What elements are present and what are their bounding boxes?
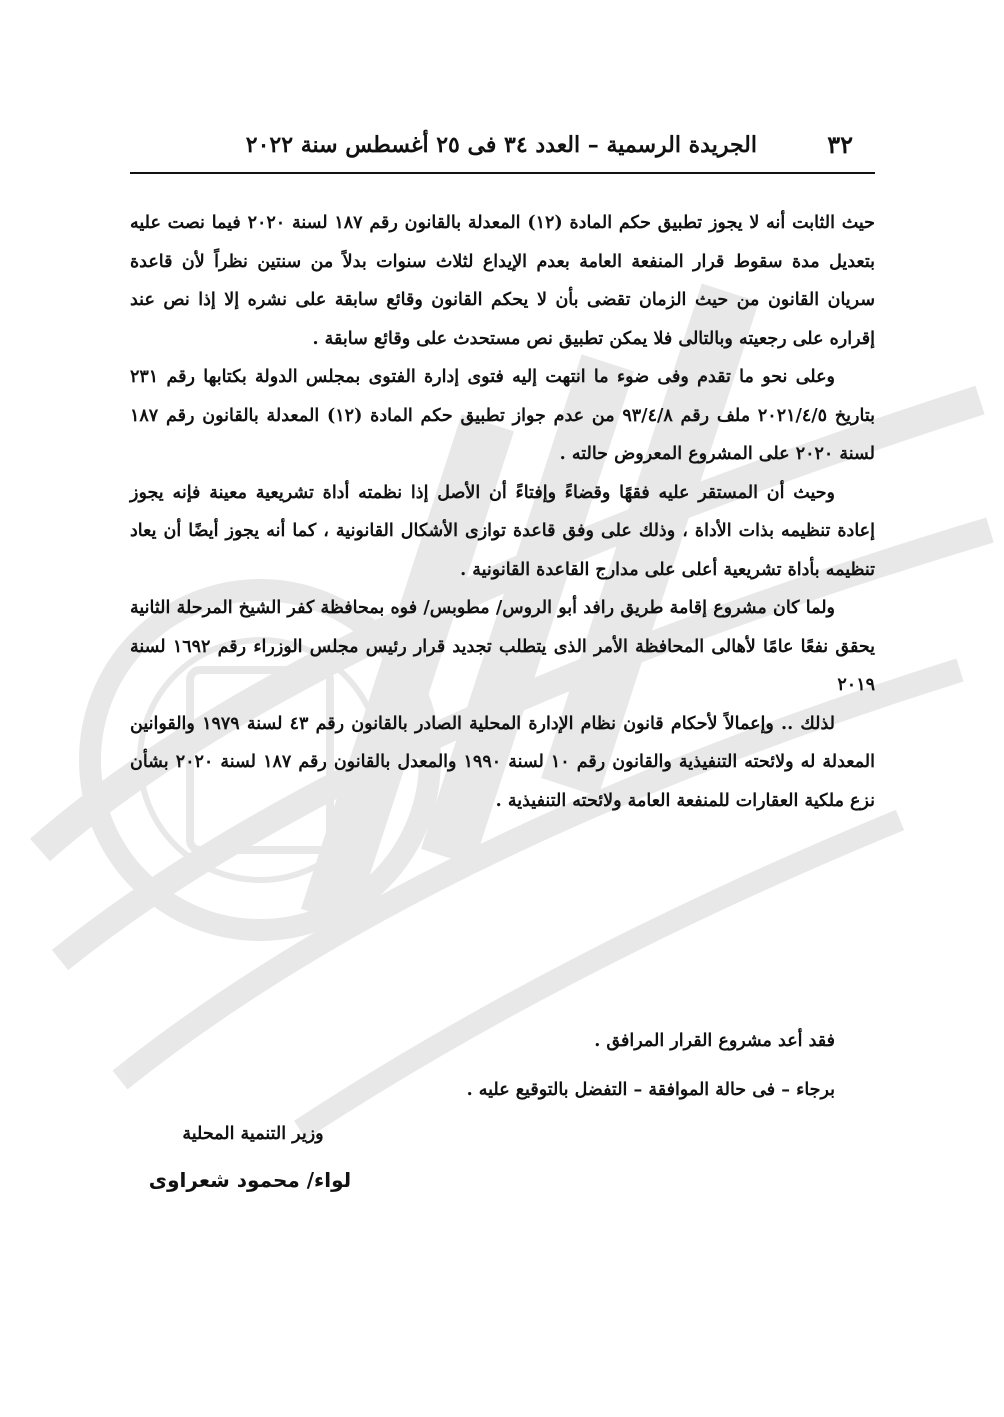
signatory-title: وزير التنمية المحلية xyxy=(182,1124,324,1144)
page-header xyxy=(130,126,875,174)
document-body xyxy=(130,204,875,820)
page-number: ٣٢ xyxy=(827,130,853,159)
paragraph-1: حيث الثابت أنه لا يجوز تطبيق حكم المادة (١٢) المعدلة بالقانون رقم ١٨٧ لسنة ٢٠٢٠ فيما نصت عليه بتعديل مدة سقوط قرار المنفعة العامة بعدم الإيداع لثلاث سنوات بدلاً من سنتين نظراً لأن قاعدة سريان القانون من حيث الزمان تقضى بأن لا يحكم القانون وقائع سابقة على نشره إلا إذا نص عند إقراره على رجعيته وبالتالى فلا يمكن تطبيق نص مستحدث على وقائع سابقة . xyxy=(130,213,875,349)
closing-text-2: برجاء – فى حالة الموافقة – التفضل بالتوقيع عليه . xyxy=(466,1080,835,1100)
closing-line-1 xyxy=(130,1031,875,1051)
signatory-name: لواء/ محمود شعراوى xyxy=(148,1168,352,1192)
closing-line-2 xyxy=(130,1080,875,1100)
paragraph-5: لذلك .. وإعمالاً لأحكام قانون نظام الإدارة المحلية الصادر بالقانون رقم ٤٣ لسنة ١٩٧٩ والقوانين المعدلة له ولائحته التنفيذية والقانون رقم ١٠ لسنة ١٩٩٠ والمعدل بالقانون رقم ١٨٧ لسنة ٢٠٢٠ بشأن نزع ملكية العقارات للمنفعة العامة ولائحته التنفيذية . xyxy=(130,713,876,811)
paragraph-2: وعلى نحو ما تقدم وفى ضوء ما انتهت إليه فتوى إدارة الفتوى بمجلس الدولة بكتابها رقم ٢٣١ بتاريخ ٢٠٢١/٤/٥ ملف رقم ٩٣/٤/٨ من عدم جواز تطبيق حكم المادة (١٢) المعدلة بالقانون رقم ١٨٧ لسنة ٢٠٢٠ على المشروع المعروض حالته . xyxy=(130,367,875,464)
paragraph-4: ولما كان مشروع إقامة طريق رافد أبو الروس/ مطوبس/ فوه بمحافظة كفر الشيخ المرحلة الثانية يحقق نفعًا عامًا لأهالى المحافظة الأمر الذى يتطلب تجديد قرار رئيس مجلس الوزراء رقم ١٦٩٢ لسنة ٢٠١٩ xyxy=(130,598,876,695)
paragraph-3: وحيث أن المستقر عليه فقهًا وقضاءً وإفتاءً أن الأصل إذا نظمته أداة تشريعية معينة فإنه يجوز إعادة تنظيمه بذات الأداة ، وذلك على وفق قاعدة توازى الأشكال القانونية ، كما أنه يجوز أيضًا أن يعاد تنظيمه بأداة تشريعية أعلى على مدارج القاعدة القانونية . xyxy=(130,482,875,580)
closing-text-1: فقد أعد مشروع القرار المرافق . xyxy=(594,1031,835,1051)
running-title: الجريدة الرسمية – العدد ٣٤ فى ٢٥ أغسطس سنة ٢٠٢٢ xyxy=(245,132,757,158)
header-divider xyxy=(130,172,875,174)
